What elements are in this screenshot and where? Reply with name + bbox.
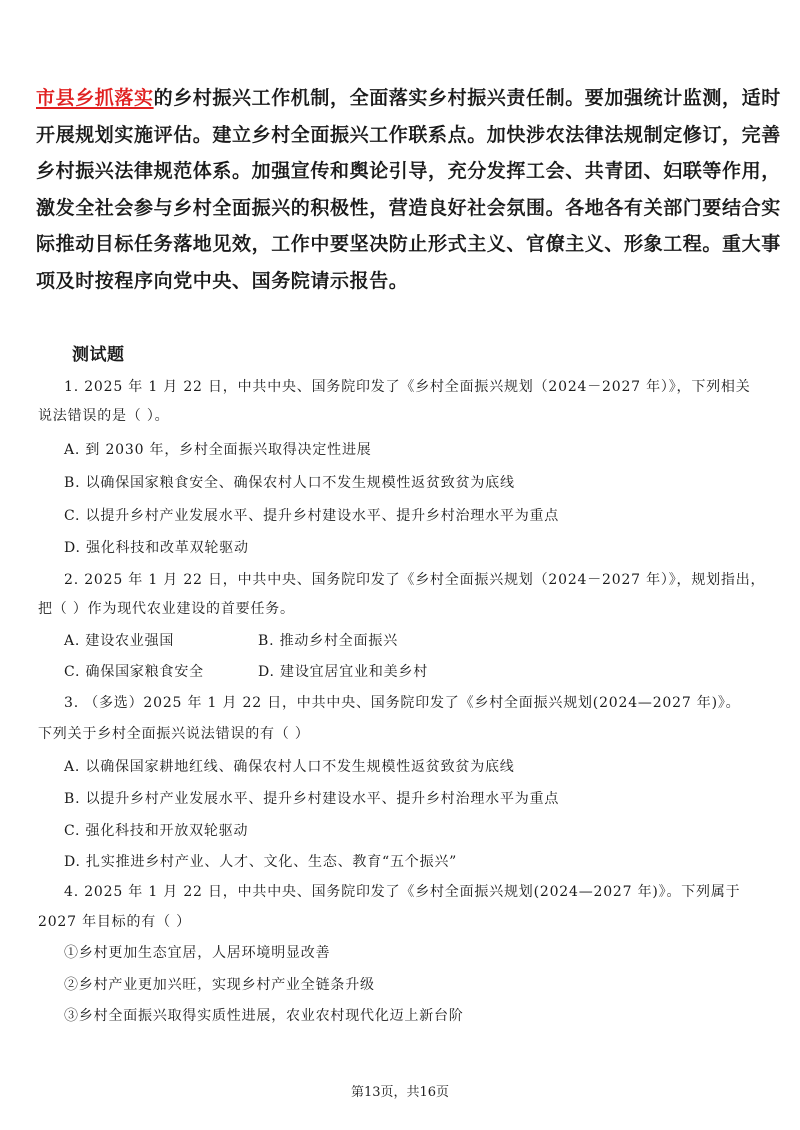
question-2-option-a: A. 建设农业强国	[64, 633, 175, 649]
section-title: 测试题	[72, 345, 125, 365]
prose-line: 乡村振兴法律规范体系。加强宣传和舆论引导，充分发挥工会、共青团、妇联等作用，	[36, 160, 781, 182]
question-1-option-a: A. 到 2030 年，乡村全面振兴取得决定性进展	[64, 442, 372, 458]
question-1-option-c: C. 以提升乡村产业发展水平、提升乡村建设水平、提升乡村治理水平为重点	[64, 508, 560, 524]
prose-block	[36, 80, 781, 299]
question-2-stem: 2. 2025 年 1 月 22 日，中共中央、国务院印发了《乡村全面振兴规划（2024－2027 年）》，规划指出，	[64, 572, 766, 588]
question-3-stem: 3. （多选）2025 年 1 月 22 日，中共中央、国务院印发了《乡村全面振兴规划(2024—2027 年)》。	[64, 695, 741, 711]
question-2-option-c: C. 确保国家粮食安全	[64, 664, 204, 680]
question-1-stem: 1. 2025 年 1 月 22 日，中共中央、国务院印发了《乡村全面振兴规划（2024－2027 年）》，下列相关	[64, 379, 751, 395]
prose-line: 市县乡抓落实的乡村振兴工作机制，全面落实乡村振兴责任制。要加强统计监测，适时	[36, 87, 781, 109]
question-3-option-c: C. 强化科技和开放双轮驱动	[64, 823, 249, 839]
question-2-option-d: D. 建设宜居宜业和美乡村	[258, 664, 429, 680]
prose-line: 项及时按程序向党中央、国务院请示报告。	[36, 269, 409, 292]
question-2-stem-cont: 把（ ）作为现代农业建设的首要任务。	[38, 601, 295, 617]
question-1-option-b: B. 以确保国家粮食安全、确保农村人口不发生规模性返贫致贫为底线	[64, 475, 515, 491]
question-1-stem-cont: 说法错误的是（ ）。	[38, 408, 170, 424]
question-4-stem-cont: 2027 年目标的有（ ）	[38, 914, 191, 930]
question-4-option-1: ①乡村更加生态宜居，人居环境明显改善	[64, 945, 331, 961]
prose-line: 际推动目标任务落地见效，工作中要坚决防止形式主义、官僚主义、形象工程。重大事	[36, 233, 781, 255]
question-1-option-d: D. 强化科技和改革双轮驱动	[64, 540, 249, 556]
question-3-option-a: A. 以确保国家耕地红线、确保农村人口不发生规模性返贫致贫为底线	[64, 759, 515, 775]
question-4-option-2: ②乡村产业更加兴旺，实现乡村产业全链条升级	[64, 977, 375, 993]
question-3-stem-cont: 下列关于乡村全面振兴说法错误的有（ ）	[38, 726, 310, 742]
question-4-option-3: ③乡村全面振兴取得实质性进展，农业农村现代化迈上新台阶	[64, 1008, 464, 1024]
prose-line: 开展规划实施评估。建立乡村全面振兴工作联系点。加快涉农法律法规制定修订，完善	[36, 123, 781, 146]
question-3-option-d: D. 扎实推进乡村产业、人才、文化、生态、教育“五个振兴”	[64, 854, 458, 870]
prose-line: 激发全社会参与乡村全面振兴的积极性，营造良好社会氛围。各地各有关部门要结合实	[36, 196, 781, 219]
question-4-stem: 4. 2025 年 1 月 22 日，中共中央、国务院印发了《乡村全面振兴规划(2024—2027 年)》。下列属于	[64, 884, 741, 900]
page-number-footer: 第13页，共16页	[350, 1085, 450, 1100]
question-3-option-b: B. 以提升乡村产业发展水平、提升乡村建设水平、提升乡村治理水平为重点	[64, 791, 560, 807]
highlighted-phrase: 市县乡抓落实	[36, 87, 154, 109]
question-2-option-b: B. 推动乡村全面振兴	[258, 633, 398, 649]
